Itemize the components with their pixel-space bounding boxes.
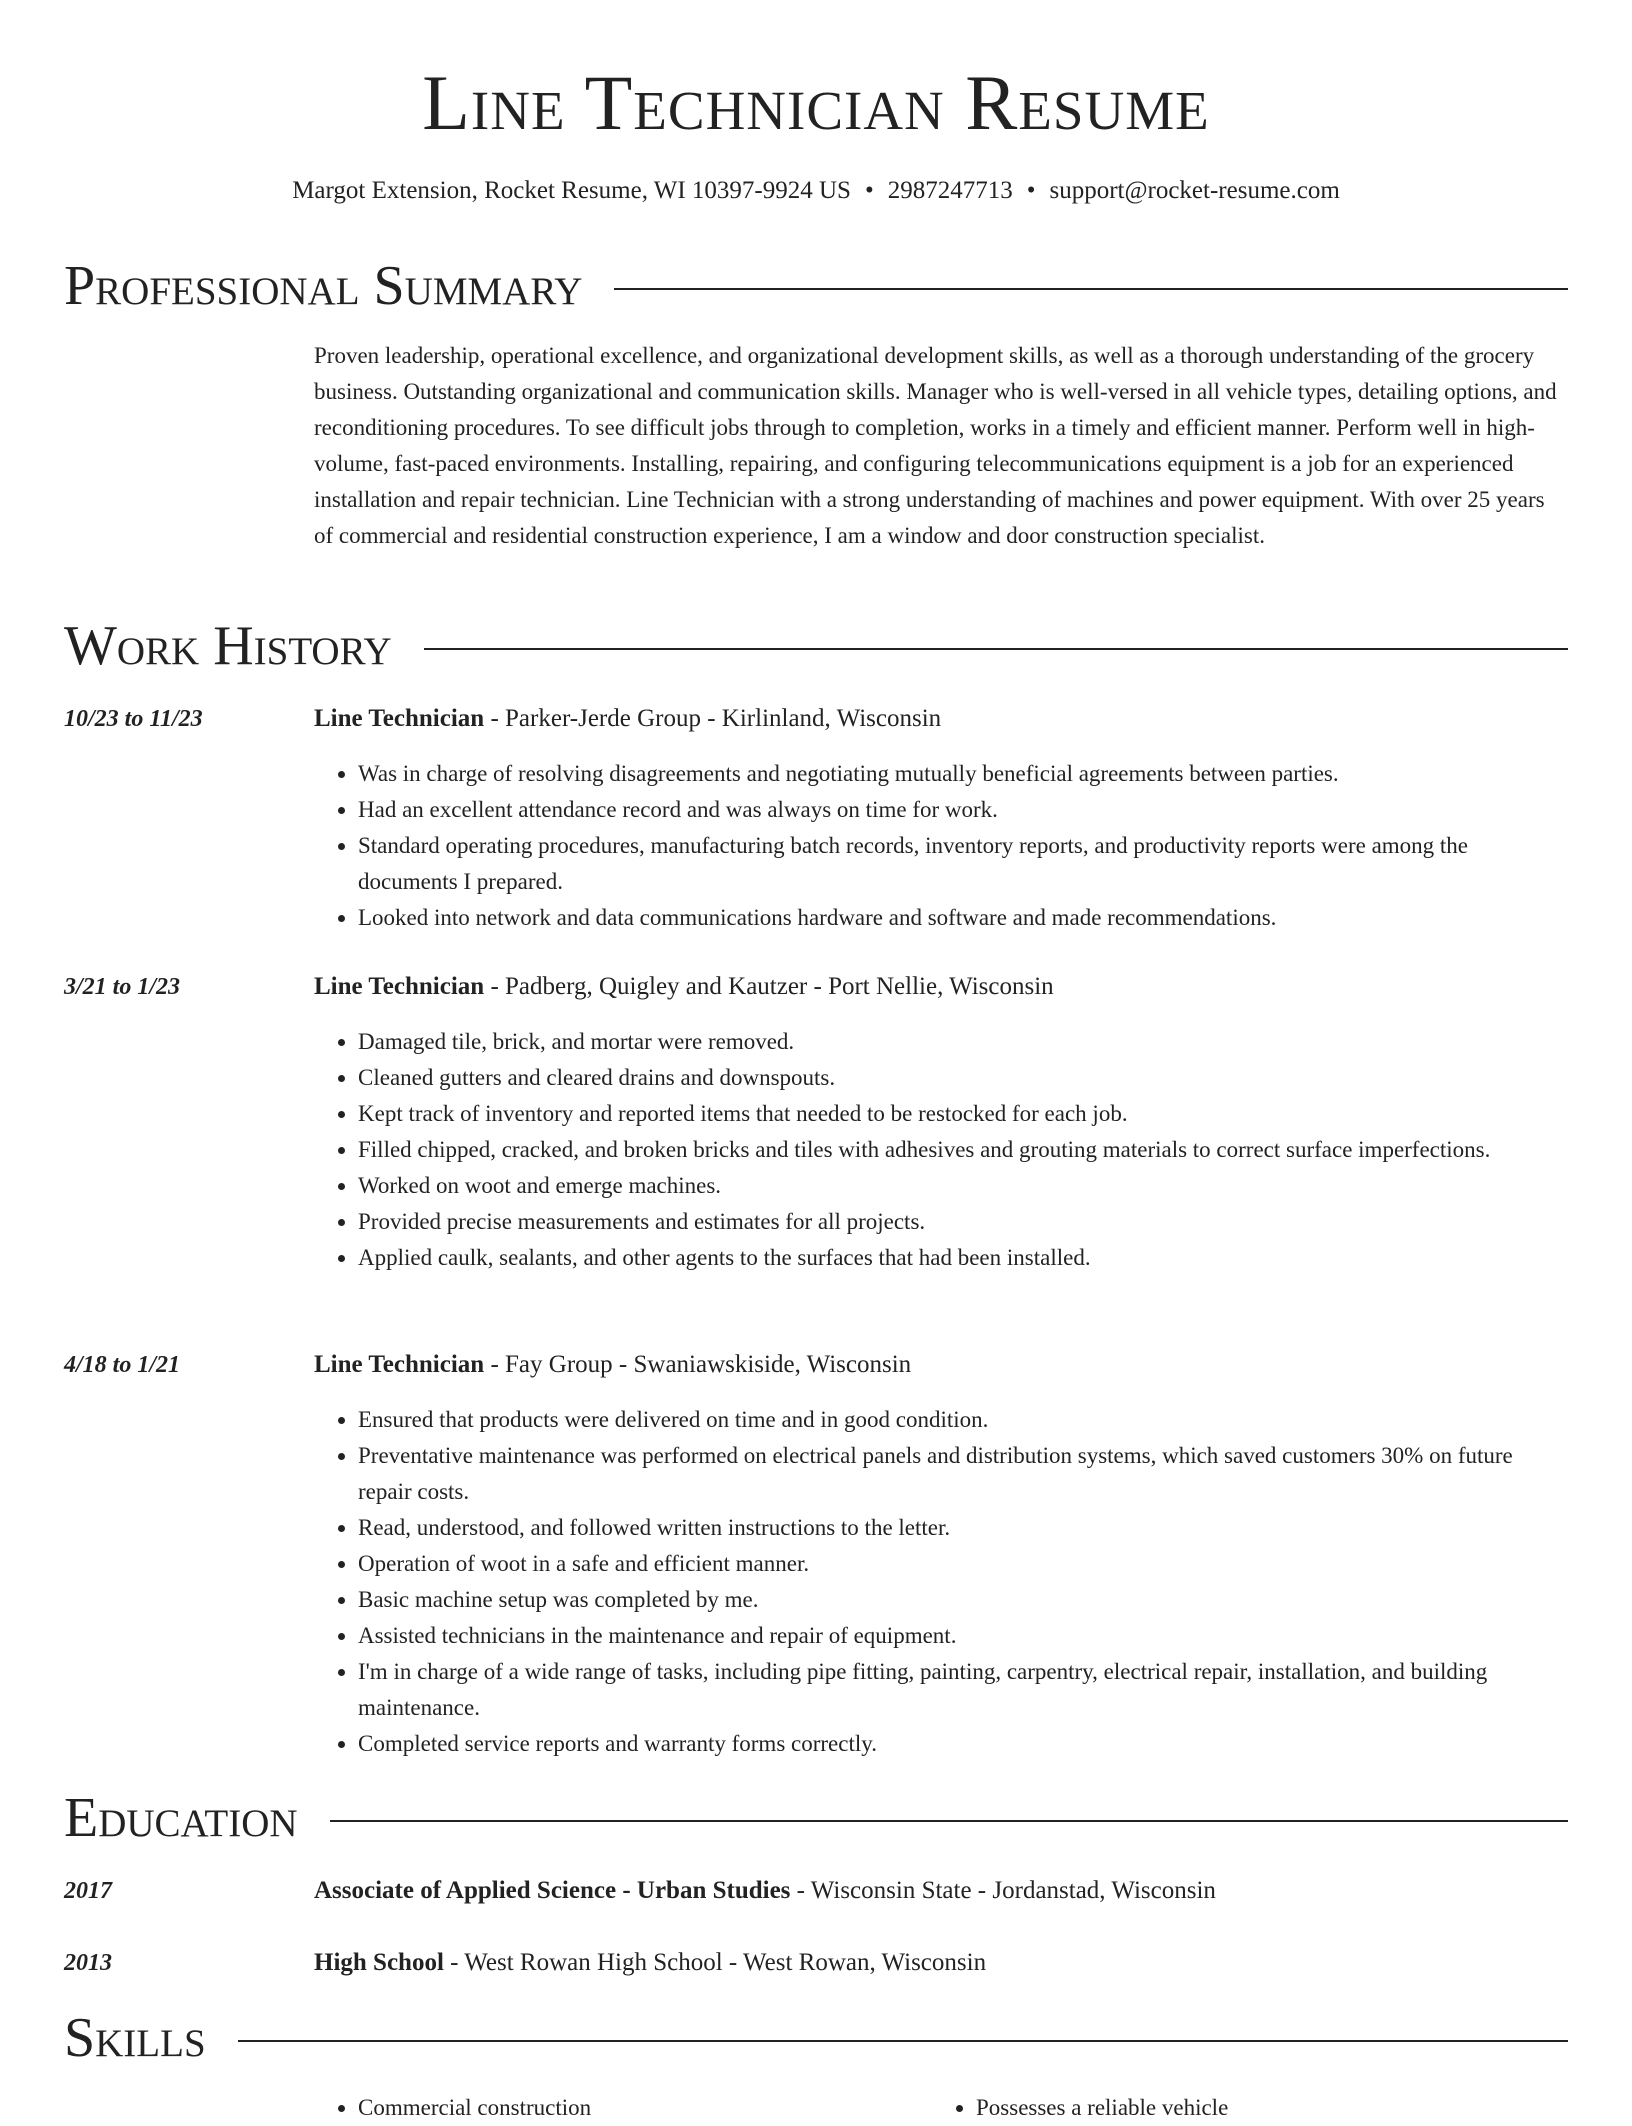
summary-text: Proven leadership, operational excellence, and organizational development skills, as well as a thorough understanding of the grocery business. Outstanding organizational and communication skills. Manager who is well-versed in all vehicle types, detailing options, and reconditioning procedures. To see difficult jobs through to completion, works in a timely and efficient manner. Perform well in high-volume, fast-paced environments. Installing, repairing, and configuring telecommunications equipment is a job for an experienced installation and repair technician. Line Technician with a strong understanding of machines and power equipment. With over 25 years of commercial and residential construction experience, I am a window and door construction specialist. — [314, 343, 1557, 548]
work-section-header — [64, 614, 1568, 678]
job-headline — [314, 1348, 1568, 1382]
resume-title: Line Technician Resume — [422, 59, 1210, 146]
job-details: - Parker-Jerde Group - Kirlinland, Wisconsin — [484, 705, 942, 732]
job-bullet: • Completed service reports and warranty forms correctly. — [358, 1726, 1568, 1762]
education-headline — [314, 1874, 1568, 1908]
job-bullet: • Ensured that products were delivered on time and in good condition. — [358, 1402, 1568, 1438]
job-bullet: • Read, understood, and followed written instructions to the letter. — [358, 1510, 1568, 1546]
job-dates: 3/21 to 1/23 — [64, 974, 181, 1000]
education-year: 2017 — [64, 1878, 112, 1904]
skills-list-left — [314, 2090, 591, 2126]
summary-section-title: Professional Summary — [64, 255, 583, 317]
job-bullet: • Provided precise measurements and estimates for all projects. — [358, 1204, 1568, 1240]
job-position: Line Technician — [314, 973, 485, 1000]
job-bullet-list — [314, 756, 1568, 936]
job-bullet-list — [314, 1402, 1568, 1762]
job-bullet: • I'm in charge of a wide range of tasks, including pipe fitting, painting, carpentry, electrical repair, installation, and building maintenance. — [358, 1654, 1568, 1726]
skill-item: • Commercial construction — [358, 2090, 591, 2126]
job-bullet: • Standard operating procedures, manufacturing batch records, inventory reports, and productivity reports were among the documents I prepared. — [358, 828, 1568, 900]
contact-line — [0, 174, 1632, 208]
section-divider — [330, 1820, 1568, 1822]
job-bullet: • Operation of woot in a safe and efficient manner. — [358, 1546, 1568, 1582]
skills-list-right — [932, 2090, 1228, 2126]
education-degree: High School — [314, 1949, 444, 1976]
job-bullet: • Filled chipped, cracked, and broken bricks and tiles with adhesives and grouting materials to correct surface imperfections. — [358, 1132, 1568, 1168]
job-bullet: • Basic machine setup was completed by me. — [358, 1582, 1568, 1618]
section-divider — [424, 648, 1568, 650]
contact-separator: • — [1026, 177, 1036, 204]
education-degree: Associate of Applied Science - Urban Studies — [314, 1877, 791, 1904]
contact-separator: • — [864, 177, 874, 204]
job-bullet: • Worked on woot and emerge machines. — [358, 1168, 1568, 1204]
contact-phone: 2987247713 — [887, 177, 1013, 204]
job-bullet: • Preventative maintenance was performed on electrical panels and distribution systems, which saved customers 30% on future repair costs. — [358, 1438, 1568, 1510]
education-section-title: Education — [64, 1787, 298, 1849]
job-bullet: • Applied caulk, sealants, and other agents to the surfaces that had been installed. — [358, 1240, 1568, 1276]
contact-email: support@rocket-resume.com — [1049, 177, 1340, 204]
skills-section-title: Skills — [64, 2007, 206, 2069]
job-headline — [314, 970, 1568, 1004]
job-position: Line Technician — [314, 705, 485, 732]
education-details: - West Rowan High School - West Rowan, Wisconsin — [443, 1949, 987, 1976]
section-divider — [614, 288, 1568, 290]
skill-item: • Possesses a reliable vehicle — [976, 2090, 1228, 2126]
job-dates: 10/23 to 11/23 — [64, 706, 203, 732]
job-bullet: • Cleaned gutters and cleared drains and downspouts. — [358, 1060, 1568, 1096]
job-details: - Fay Group - Swaniawskiside, Wisconsin — [484, 1351, 912, 1378]
education-headline — [314, 1946, 1568, 1980]
work-section-title: Work History — [64, 615, 392, 677]
job-bullet-list — [314, 1024, 1568, 1276]
job-bullet: • Assisted technicians in the maintenance and repair of equipment. — [358, 1618, 1568, 1654]
job-position: Line Technician — [314, 1351, 485, 1378]
job-bullet: • Kept track of inventory and reported items that needed to be restocked for each job. — [358, 1096, 1568, 1132]
job-headline — [314, 702, 1568, 736]
job-details: - Padberg, Quigley and Kautzer - Port Nellie, Wisconsin — [484, 973, 1054, 1000]
job-bullet: • Looked into network and data communications hardware and software and made recommendations. — [358, 900, 1568, 936]
job-bullet: • Damaged tile, brick, and mortar were removed. — [358, 1024, 1568, 1060]
job-bullet: • Was in charge of resolving disagreements and negotiating mutually beneficial agreements between parties. — [358, 756, 1568, 792]
job-bullet: • Had an excellent attendance record and was always on time for work. — [358, 792, 1568, 828]
contact-address: Margot Extension, Rocket Resume, WI 10397-9924 US — [292, 177, 851, 204]
section-divider — [238, 2040, 1568, 2042]
job-dates: 4/18 to 1/21 — [64, 1352, 181, 1378]
education-details: - Wisconsin State - Jordanstad, Wisconsin — [790, 1877, 1216, 1904]
skills-section-header — [64, 2006, 1568, 2070]
summary-section-header — [64, 254, 1568, 318]
education-year: 2013 — [64, 1950, 112, 1976]
education-section-header — [64, 1786, 1568, 1850]
